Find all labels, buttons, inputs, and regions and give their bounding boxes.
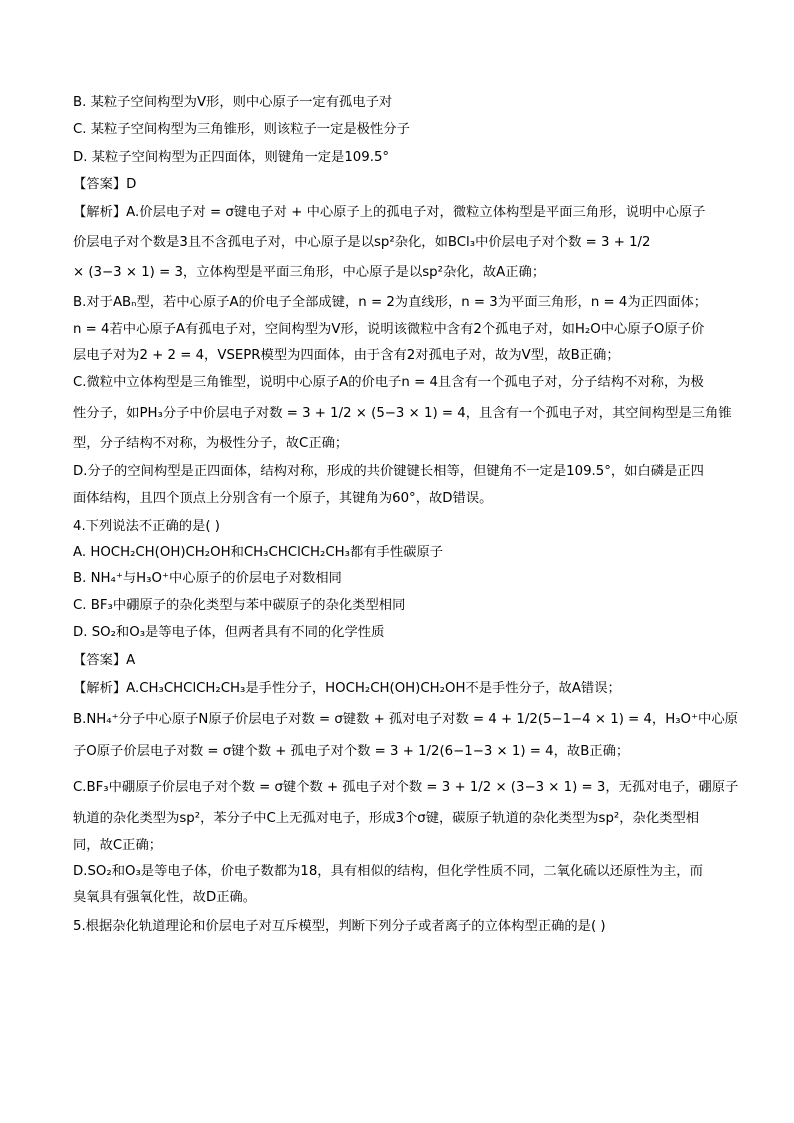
analysis-q4-c2: 轨道的杂化类型为sp²，苯分子中C上无孤对电子，形成3个σ键，碳原子轨道的杂化类型为sp²，杂化类型相 [73,811,700,826]
option-c-q3: C. 某粒子空间构型为三角锥形，则该粒子一定是极性分子 [73,122,410,137]
option-b-q3: B. 某粒子空间构型为V形，则中心原子一定有孤电子对 [73,95,393,110]
analysis-q3-d1: D.分子的空间构型是正四面体，结构对称，形成的共价键键长相等，但键角不一定是109.5°，如白磷是正四 [73,464,704,479]
analysis-q3-a2: 价层电子对个数是3且不含孤电子对，中心原子是以sp²杂化，如BCl₃中价层电子对个数 = 3 + 1/2 [73,235,651,250]
analysis-q3-c1: C.微粒中立体构型是三角锥型，说明中心原子A的价电子n = 4且含有一个孤电子对，分子结构不对称，为极 [73,375,704,390]
analysis-q3-c2: 性分子，如PH₃分子中价层电子对数 = 3 + 1/2 × (5−3 × 1) = 4，且含有一个孤电子对，其空间构型是三角锥 [73,406,732,421]
analysis-q3-a1: 【解析】A.价层电子对 = σ键电子对 + 中心原子上的孤电子对，微粒立体构型是平面三角形，说明中心原子 [73,205,706,220]
option-c-q4: C. BF₃中硼原子的杂化类型与苯中碳原子的杂化类型相同 [73,598,406,613]
analysis-q4-d2: 臭氧具有强氧化性，故D正确。 [73,890,257,905]
option-d-q3: D. 某粒子空间构型为正四面体，则键角一定是109.5° [73,150,390,165]
question-4-stem: 4.下列说法不正确的是( ) [73,519,220,534]
analysis-q3-d2: 面体结构，且四个顶点上分别含有一个原子，其键角为60°，故D错误。 [73,491,493,506]
analysis-q3-b2: n = 4若中心原子A有孤电子对，空间构型为V形，说明该微粒中含有2个孤电子对，如H₂O中心原子O原子价 [73,322,705,337]
question-5-stem: 5.根据杂化轨道理论和价层电子对互斥模型，判断下列分子或者离子的立体构型正确的是( ) [73,919,606,934]
option-b-q4: B. NH₄⁺与H₃O⁺中心原子的价层电子对数相同 [73,571,342,586]
option-d-q4: D. SO₂和O₃是等电子体，但两者具有不同的化学性质 [73,625,385,640]
option-a-q4: A. HOCH₂CH(OH)CH₂OH和CH₃CHClCH₂CH₃都有手性碳原子 [73,545,444,560]
analysis-q4-d1: D.SO₂和O₃是等电子体，价电子数都为18，具有相似的结构，但化学性质不同，二氧化硫以还原性为主，而 [73,864,703,879]
analysis-q4-c1: C.BF₃中硼原子价层电子对个数 = σ键个数 + 孤电子对个数 = 3 + 1/2 × (3−3 × 1) = 3，无孤对电子，硼原子 [73,780,739,795]
analysis-q4-b2: 子O原子价层电子对数 = σ键个数 + 孤电子对个数 = 3 + 1/2(6−1−3 × 1) = 4，故B正确； [73,744,630,759]
analysis-q4-b1: B.NH₄⁺分子中心原子N原子价层电子对数 = σ键数 + 孤对电子对数 = 4 + 1/2(5−1−4 × 1) = 4，H₃O⁺中心原 [73,712,738,727]
analysis-q3-b3: 层电子对为2 + 2 = 4，VSEPR模型为四面体，由于含有2对孤电子对，故为V型，故B正确； [73,348,620,363]
analysis-q4-a: 【解析】A.CH₃CHClCH₂CH₃是手性分子，HOCH₂CH(OH)CH₂OH不是手性分子，故A错误； [73,681,621,696]
analysis-q3-b1: B.对于ABₙ型，若中心原子A的价电子全部成键，n = 2为直线形，n = 3为平面三角形，n = 4为正四面体； [73,295,708,310]
analysis-q3-a3: × (3−3 × 1) = 3，立体构型是平面三角形，中心原子是以sp²杂化，故A正确； [73,265,546,280]
analysis-q4-c3: 同，故C正确； [73,838,163,853]
analysis-q3-c3: 型，分子结构不对称，为极性分子，故C正确； [73,436,349,451]
answer-q4: 【答案】A [73,653,136,668]
answer-q3: 【答案】D [73,177,137,192]
